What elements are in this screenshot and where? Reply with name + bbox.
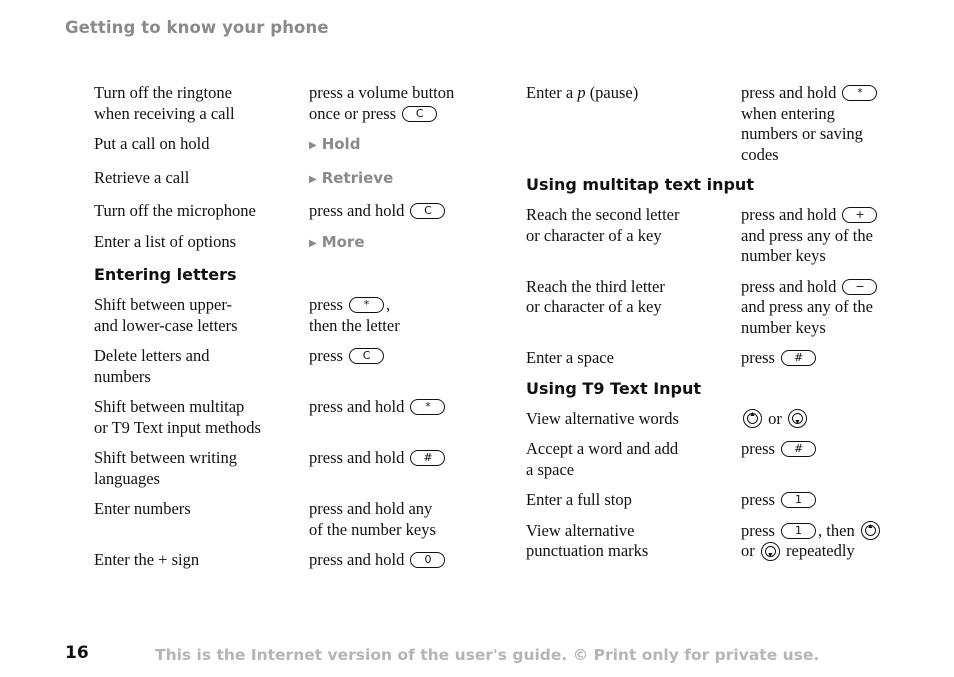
- table-row: [94, 168, 506, 192]
- table-row: [94, 499, 506, 540]
- table-row: [526, 277, 926, 339]
- row-action: Retrieve a call: [94, 167, 190, 187]
- row-action: Enter a space: [526, 348, 614, 367]
- row-action: Accept a word and add: [526, 439, 679, 459]
- row-action: Enter a list of options: [94, 231, 237, 251]
- row-action: Shift between upper-: [94, 295, 233, 314]
- row-action: Enter a full stop: [526, 490, 632, 510]
- table-row: [94, 232, 506, 256]
- star-key-icon: *: [410, 399, 445, 415]
- row-instruction: press and hold: [309, 550, 405, 569]
- row-instruction: press and hold: [309, 201, 405, 220]
- row-action: Shift between multitap: [94, 397, 245, 416]
- menu-item-hold: Hold: [321, 135, 361, 153]
- c-key-icon: C: [349, 348, 384, 364]
- table-row: [526, 521, 926, 562]
- row-instruction: press: [741, 348, 775, 367]
- c-key-icon: C: [410, 203, 445, 219]
- row-action: Reach the second letter: [526, 205, 680, 224]
- table-row: [94, 134, 506, 158]
- table-row: [526, 205, 926, 267]
- row-instruction: , then: [818, 520, 855, 540]
- row-action: Shift between writing: [94, 448, 237, 467]
- row-instruction: press: [309, 295, 343, 314]
- row-action: Enter numbers: [94, 499, 191, 518]
- section-heading: Entering letters: [94, 265, 237, 284]
- section-heading: Using T9 Text Input: [526, 378, 702, 398]
- row-action: View alternative words: [526, 408, 679, 428]
- row-action: Delete letters and: [94, 346, 210, 365]
- row-instruction: when entering: [741, 103, 835, 123]
- row-action: languages: [94, 468, 160, 488]
- zero-key-icon: 0: [410, 552, 445, 568]
- row-instruction: press and hold: [741, 205, 837, 224]
- right-column: [526, 83, 926, 572]
- menu-arrow-icon: ▶: [309, 140, 317, 151]
- menu-arrow-icon: ▶: [309, 173, 317, 185]
- row-instruction: number keys: [741, 317, 826, 337]
- row-action: [526, 83, 741, 165]
- minus-key-icon: −: [842, 279, 877, 295]
- row-instruction: or: [768, 408, 782, 428]
- row-instruction: press: [741, 490, 775, 510]
- navigation-up-icon: ▲: [743, 409, 762, 428]
- table-row: [526, 348, 926, 369]
- row-action-text: Enter a: [526, 83, 578, 102]
- row-instruction: press: [309, 346, 343, 365]
- left-column: [94, 83, 506, 581]
- row-action: Turn off the microphone: [94, 201, 256, 220]
- row-instruction: number keys: [741, 246, 826, 265]
- row-action: or T9 Text input methods: [94, 417, 261, 437]
- row-instruction: numbers or saving: [741, 124, 863, 143]
- row-action-text: (pause): [585, 83, 639, 102]
- table-row: [526, 439, 926, 480]
- row-action: when receiving a call: [94, 103, 235, 123]
- table-row: [526, 83, 926, 165]
- row-action: and lower-case letters: [94, 315, 238, 335]
- row-instruction: and press any of the: [741, 225, 873, 245]
- star-key-icon: *: [349, 297, 384, 313]
- section-heading: Using multitap text input: [526, 175, 754, 194]
- row-action: View alternative: [526, 520, 635, 540]
- hash-key-icon: #: [781, 350, 816, 366]
- table-row: [94, 550, 506, 571]
- table-row: [94, 295, 506, 336]
- row-action: a space: [526, 459, 575, 479]
- row-action: or character of a key: [526, 225, 662, 245]
- row-action: Turn off the ringtone: [94, 83, 232, 102]
- navigation-down-icon: ▼: [761, 542, 780, 561]
- page-number: 16: [65, 643, 89, 663]
- row-instruction: once or press: [309, 103, 397, 123]
- row-instruction: press and hold: [741, 83, 837, 102]
- table-row: [94, 448, 506, 489]
- plus-key-icon: +: [842, 207, 877, 223]
- row-action: Reach the third letter: [526, 276, 665, 296]
- row-action: Put a call on hold: [94, 134, 210, 153]
- menu-item-retrieve: Retrieve: [321, 168, 394, 187]
- hash-key-icon: #: [410, 450, 445, 466]
- page-header: Getting to know your phone: [65, 18, 329, 37]
- row-action: numbers: [94, 366, 151, 386]
- row-instruction: repeatedly: [786, 541, 855, 561]
- c-key-icon: C: [402, 106, 437, 122]
- row-instruction: press: [741, 520, 775, 540]
- row-instruction: of the number keys: [309, 519, 436, 539]
- menu-item-more: More: [321, 232, 365, 251]
- table-row: [94, 83, 506, 124]
- star-key-icon: *: [842, 85, 877, 101]
- row-instruction: press a volume button: [309, 83, 455, 102]
- one-key-icon: 1: [781, 492, 816, 508]
- table-row: [94, 397, 506, 438]
- table-row: [94, 201, 506, 222]
- row-action: punctuation marks: [526, 541, 649, 561]
- row-instruction: and press any of the: [741, 297, 873, 316]
- row-instruction: press and hold any: [309, 499, 433, 518]
- row-instruction: codes: [741, 144, 779, 164]
- navigation-up-icon: ▲: [861, 521, 880, 540]
- row-instruction: press and hold: [309, 448, 405, 467]
- table-row: [94, 346, 506, 387]
- navigation-down-icon: ▼: [788, 409, 807, 428]
- row-action-p: p: [577, 83, 586, 102]
- menu-arrow-icon: ▶: [309, 237, 317, 249]
- row-action: or character of a key: [526, 297, 662, 316]
- hash-key-icon: #: [781, 441, 816, 457]
- one-key-icon: 1: [781, 523, 816, 539]
- table-row: [526, 490, 926, 511]
- row-instruction: then the letter: [309, 315, 400, 335]
- row-instruction: press: [741, 439, 775, 459]
- table-row: [526, 409, 926, 430]
- row-action: Enter the + sign: [94, 550, 200, 569]
- row-instruction: press and hold: [309, 397, 405, 416]
- comma: ,: [386, 295, 391, 314]
- row-instruction: or: [741, 541, 755, 561]
- footer-notice: This is the Internet version of the user's guide. © Print only for private use.: [155, 646, 820, 664]
- row-instruction: press and hold: [741, 276, 837, 296]
